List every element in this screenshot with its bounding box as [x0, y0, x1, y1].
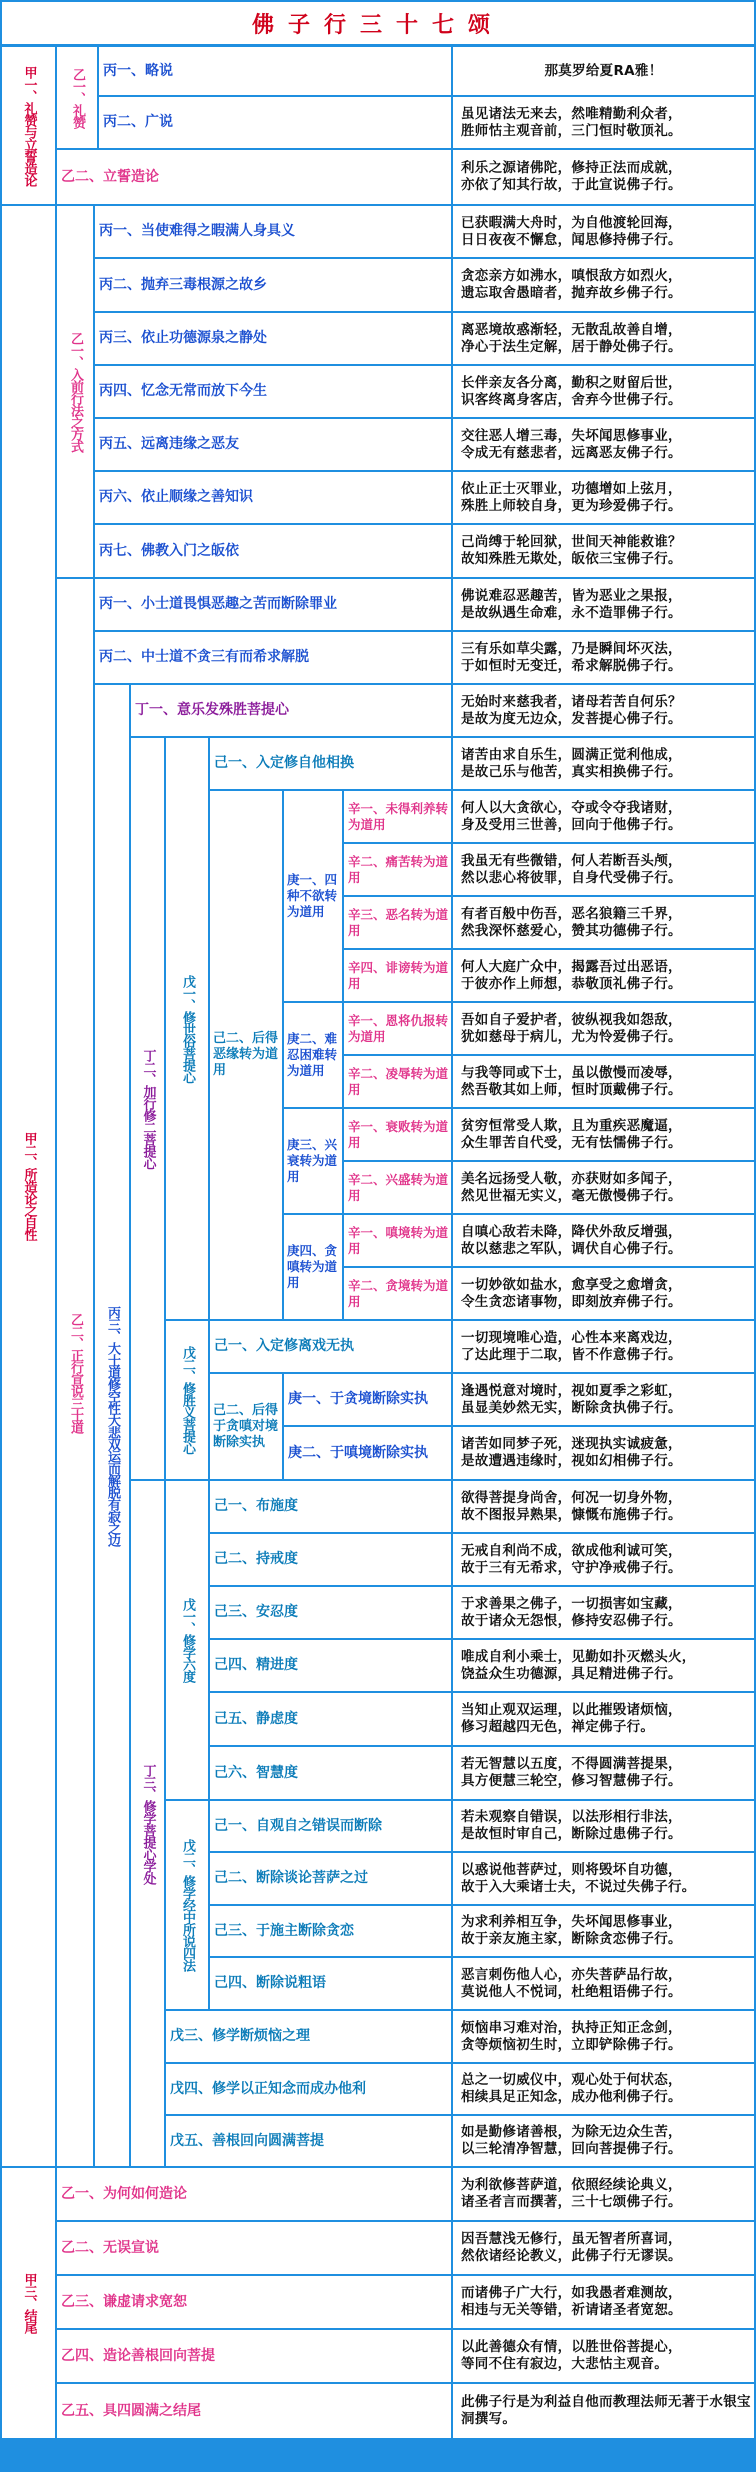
wu-afflictions: 戊三、修学断烦恼之理: [166, 2011, 451, 2062]
ji-harsh-words: 己四、断除说粗语: [210, 1958, 451, 2009]
end-why-compose: 乙一、为何如何造论: [57, 2168, 451, 2220]
ji-patrons: 己三、于施主断除贪恋: [210, 1906, 451, 1956]
verse-16: 有者百般中伤吾，恶名狼籍三千界， 然我深怀慈爱心，赞其功德佛子行。: [453, 897, 754, 948]
verse-36: 恶言刺伤他人心，亦失菩萨品行故， 莫说他人不悦词，杜绝粗语佛子行。: [453, 1958, 754, 2009]
verse-32: 若无智慧以五度，不得圆满菩提果， 具方便慧三轮空，修习智慧佛子行。: [453, 1747, 754, 1799]
verse-3: 已获暇满大舟时，为自他渡轮回海， 日日夜夜不懈怠，闻思修持佛子行。: [453, 206, 754, 257]
ji-bodhisattva-faults: 己二、断除谈论菩萨之过: [210, 1853, 451, 1904]
verse-12: 无始时来慈我者，诸母若苦自何乐？ 是故为度无边众，发菩提心佛子行。: [453, 685, 754, 736]
verse-15: 我虽无有些微错，何人若断吾头颅， 然以悲心将彼罪，自身代受佛子行。: [453, 844, 754, 895]
end-dedication: 乙四、造论善根回向菩提: [57, 2330, 451, 2382]
ji-generosity: 己一、布施度: [210, 1481, 451, 1532]
ji-concentration: 己五、静虑度: [210, 1693, 451, 1745]
verse-42: 而诸佛子广大行，如我愚者难测故， 相违与无关等错，祈请诸圣者宽恕。: [453, 2276, 754, 2328]
geng-1: 庚一、四种不欲转为道用: [284, 791, 342, 1001]
verse-34: 以惑说他菩萨过，则将毁坏自功德， 故于入大乘诸士夫，不说过失佛子行。: [453, 1853, 754, 1904]
scope-small: 丙一、小士道畏惧恶趣之苦而断除罪业: [95, 579, 451, 630]
verse-43: 以此善德众有情，以胜世俗菩提心， 等同不住有寂边，大悲怙主观音。: [453, 2330, 754, 2382]
ji-wisdom: 己六、智慧度: [210, 1747, 451, 1799]
verse-31: 当知止观双运理，以此摧毁诸烦恼， 修习超越四无色，禅定佛子行。: [453, 1693, 754, 1745]
verse-2: 利乐之源诸佛陀，修持正法而成就， 亦依了知其行故，于此宣说佛子行。: [453, 150, 754, 204]
geng-aversion: 庚二、于嗔境断除实执: [284, 1427, 451, 1479]
ji-diligence: 己四、精进度: [210, 1640, 451, 1691]
verse-26: 诸苦如同梦子死，迷现执实诚疲惫， 是故遭遇违缘时，视如幻相佛子行。: [453, 1427, 754, 1479]
xin-2: 辛二、痛苦转为道用: [344, 844, 451, 895]
verse-9: 己尚缚于轮回狱，世间天神能救谁？ 故知殊胜无欺处，皈依三宝佛子行。: [453, 525, 754, 577]
ji-discipline: 己二、持戒度: [210, 1534, 451, 1585]
verse-7: 交往恶人增三毒，失坏闻思修事业， 令成无有慈悲者，远离恶友佛子行。: [453, 419, 754, 470]
ding-3: 丁三、修学菩提心学处: [131, 1481, 164, 2166]
xin-10: 辛二、贪境转为道用: [344, 1268, 451, 1319]
ding-1: 丁一、意乐发殊胜菩提心: [131, 685, 451, 736]
verse-14: 何人以大贪欲心，夺或令夺我诸财， 身及受用三世善，回向于他佛子行。: [453, 791, 754, 842]
xin-1: 辛一、未得利养转为道用: [344, 791, 451, 842]
verse-22: 自嗔心敌若未降，降伏外敌反增强， 故以慈悲之军队，调伏自心佛子行。: [453, 1215, 754, 1266]
verse-20: 贫穷恒常受人欺，且为重疾恶魔逼， 众生罪苦自代受，无有怯懦佛子行。: [453, 1109, 754, 1160]
section-jia-2: 甲二、所造论之自性: [2, 206, 55, 2166]
section-yi-preliminaries: 乙一、入前行法之方式: [57, 206, 93, 577]
wu-six-perfections: 戊一、修学六度: [166, 1481, 208, 1799]
xin-7: 辛一、衰败转为道用: [344, 1109, 451, 1160]
ji-exchange: 己一、入定修自他相换: [210, 738, 451, 789]
verse-37: 烦恼串习难对治，执持正知正念剑， 贪等烦恼初生时，立即铲除佛子行。: [453, 2011, 754, 2062]
ji-adverse: 己二、后得恶缘转为道用: [210, 791, 282, 1319]
verse-38: 总之一切威仪中，观心处于何状态， 相续具足正知念，成办他利佛子行。: [453, 2064, 754, 2114]
xin-8: 辛二、兴盛转为道用: [344, 1162, 451, 1213]
verse-5: 离恶境故惑渐轻，无散乱故善自增， 净心于法生定解，居于静处佛子行。: [453, 313, 754, 364]
verse-10: 佛说难忍恶趣苦，皆为恶业之果报， 是故纵遇生命难，永不造罪佛子行。: [453, 579, 754, 630]
section-yi-vow: 乙二、立誓造论: [57, 150, 451, 204]
xin-6: 辛二、凌辱转为道用: [344, 1056, 451, 1107]
section-yi-main: 乙二、正行宣说三士道: [57, 579, 93, 2166]
verse-41: 因吾慧浅无修行，虽无智者所喜词， 然依诸经论教义，此佛子行无谬误。: [453, 2222, 754, 2274]
verse-17: 何人大庭广众中，揭露吾过出恶语， 于彼亦作上师想，恭敬顶礼佛子行。: [453, 950, 754, 1001]
wu-mindfulness: 戊四、修学以正知念而成办他利: [166, 2064, 451, 2114]
wu-dedication: 戊五、善根回向圆满菩提: [166, 2116, 451, 2166]
geng-3: 庚三、兴衰转为道用: [284, 1109, 342, 1213]
verse-13: 诸苦由求自乐生，圆满正觉利他成， 是故己乐与他苦，真实相换佛子行。: [453, 738, 754, 789]
end-colophon: 乙五、具四圆满之结尾: [57, 2384, 451, 2438]
verse-11: 三有乐如草尖露，乃是瞬间坏灭法， 于如恒时无变迁，希求解脱佛子行。: [453, 632, 754, 683]
verse-40: 为利欲修菩萨道，依照经续论典义， 诸圣者言而撰著，三十七颂佛子行。: [453, 2168, 754, 2220]
end-humility: 乙三、谦虚请求宽恕: [57, 2276, 451, 2328]
section-jia-3: 甲三、结尾: [2, 2168, 55, 2438]
ji-post-meditation: 己二、后得于贪嗔对境断除实执: [210, 1374, 282, 1479]
prelim-5: 丙五、远离违缘之恶友: [95, 419, 451, 470]
verse-4: 贪恋亲方如沸水，嗔恨敌方如烈火， 遗忘取舍愚暗者，抛弃故乡佛子行。: [453, 259, 754, 311]
xin-4: 辛四、诽谤转为道用: [344, 950, 451, 1001]
verse-25: 逢遇悦意对境时，视如夏季之彩虹， 虽显美妙然无实，断除贪执佛子行。: [453, 1374, 754, 1425]
geng-desire: 庚一、于贪境断除实执: [284, 1374, 451, 1425]
verse-19: 与我等同或下士，虽以傲慢而凌辱， 然吾敬其如上师，恒时顶戴佛子行。: [453, 1056, 754, 1107]
prelim-2: 丙二、抛弃三毒根源之故乡: [95, 259, 451, 311]
verse-18: 吾如自子爱护者，彼纵视我如怨敌， 犹如慈母于病儿，尤为怜爱佛子行。: [453, 1003, 754, 1054]
xin-3: 辛三、恶名转为道用: [344, 897, 451, 948]
scope-middle: 丙二、中士道不贪三有而希求解脱: [95, 632, 451, 683]
verse-30: 唯成自利小乘士，见勤如扑灭燃头火， 饶益众生功德源，具足精进佛子行。: [453, 1640, 754, 1691]
prelim-1: 丙一、当使难得之暇满人身具义: [95, 206, 451, 257]
ji-nonconceptual: 己一、入定修离戏无执: [210, 1321, 451, 1372]
verse-35: 为求利养相互争，失坏闻思修事业， 故于亲友施主家，断除贪恋佛子行。: [453, 1906, 754, 1956]
wu-ultimate: 戊二、修胜义菩提心: [166, 1321, 208, 1479]
prelim-7: 丙七、佛教入门之皈依: [95, 525, 451, 577]
verse-27: 欲得菩提身尚舍，何况一切身外物， 故不图报异熟果，慷慨布施佛子行。: [453, 1481, 754, 1532]
geng-2: 庚二、难忍困难转为道用: [284, 1003, 342, 1107]
verse-6: 长伴亲友各分离，勤积之财留后世， 识客终离身客店，舍弃今世佛子行。: [453, 366, 754, 417]
section-yi-homage: 乙一、礼赞: [57, 47, 97, 148]
verse-1: 虽见诸法无来去，然唯精勤利众者， 胜师怙主观音前，三门恒时敬顶礼。: [453, 97, 754, 148]
prelim-6: 丙六、依止顺缘之善知识: [95, 472, 451, 523]
verse-21: 美名远扬受人敬，亦获财如多闻子， 然见世福无实义，毫无傲慢佛子行。: [453, 1162, 754, 1213]
verse-colophon: 此佛子行是为利益自他而教理法师无著于水银宝洞撰写。: [453, 2384, 754, 2438]
prelim-3: 丙三、依止功德源泉之静处: [95, 313, 451, 364]
verse-33: 若未观察自错误，以法形相行非法， 是故恒时审自己，断除过患佛子行。: [453, 1801, 754, 1851]
geng-4: 庚四、贪嗔转为道用: [284, 1215, 342, 1319]
ji-patience: 己三、安忍度: [210, 1587, 451, 1638]
ding-2: 丁二、加行修二菩提心: [131, 738, 164, 1479]
ji-own-faults: 己一、自观自之错误而断除: [210, 1801, 451, 1851]
wu-four-practices: 戊二、修学经中所说四法: [166, 1801, 208, 2009]
verse-39: 如是勤修诸善根，为除无边众生苦， 以三轮清净智慧，回向菩提佛子行。: [453, 2116, 754, 2166]
page-title-text: 佛子行三十七颂: [251, 11, 504, 38]
section-jia-1: 甲一、礼赞与立誓造论: [2, 47, 55, 204]
scope-great: 丙三、大士道修空性大悲双运而解脱有寂之边: [95, 685, 129, 2166]
xin-9: 辛一、嗔境转为道用: [344, 1215, 451, 1266]
end-unerring: 乙二、无误宣说: [57, 2222, 451, 2274]
verse-homage: 那莫罗给夏RA雅！: [453, 47, 754, 95]
section-bing-extensive: 丙二、广说: [99, 97, 451, 148]
xin-5: 辛一、恩将仇报转为道用: [344, 1003, 451, 1054]
verse-24: 一切现境唯心造，心性本来离戏边， 了达此理于二取，皆不作意佛子行。: [453, 1321, 754, 1372]
prelim-4: 丙四、忆念无常而放下今生: [95, 366, 451, 417]
verse-29: 于求善果之佛子，一切损害如宝藏， 故于诸众无怨恨，修持安忍佛子行。: [453, 1587, 754, 1638]
verse-28: 无戒自利尚不成，欲成他利诚可笑， 故于三有无希求，守护净戒佛子行。: [453, 1534, 754, 1585]
verse-8: 依止正士灭罪业，功德增如上弦月， 殊胜上师较自身，更为珍爱佛子行。: [453, 472, 754, 523]
section-bing-brief: 丙一、略说: [99, 47, 451, 95]
page-title: [2, 2, 754, 44]
verse-23: 一切妙欲如盐水，愈享受之愈增贪， 令生贪恋诸事物，即刻放弃佛子行。: [453, 1268, 754, 1319]
wu-conventional: 戊一、修世俗菩提心: [166, 738, 208, 1319]
